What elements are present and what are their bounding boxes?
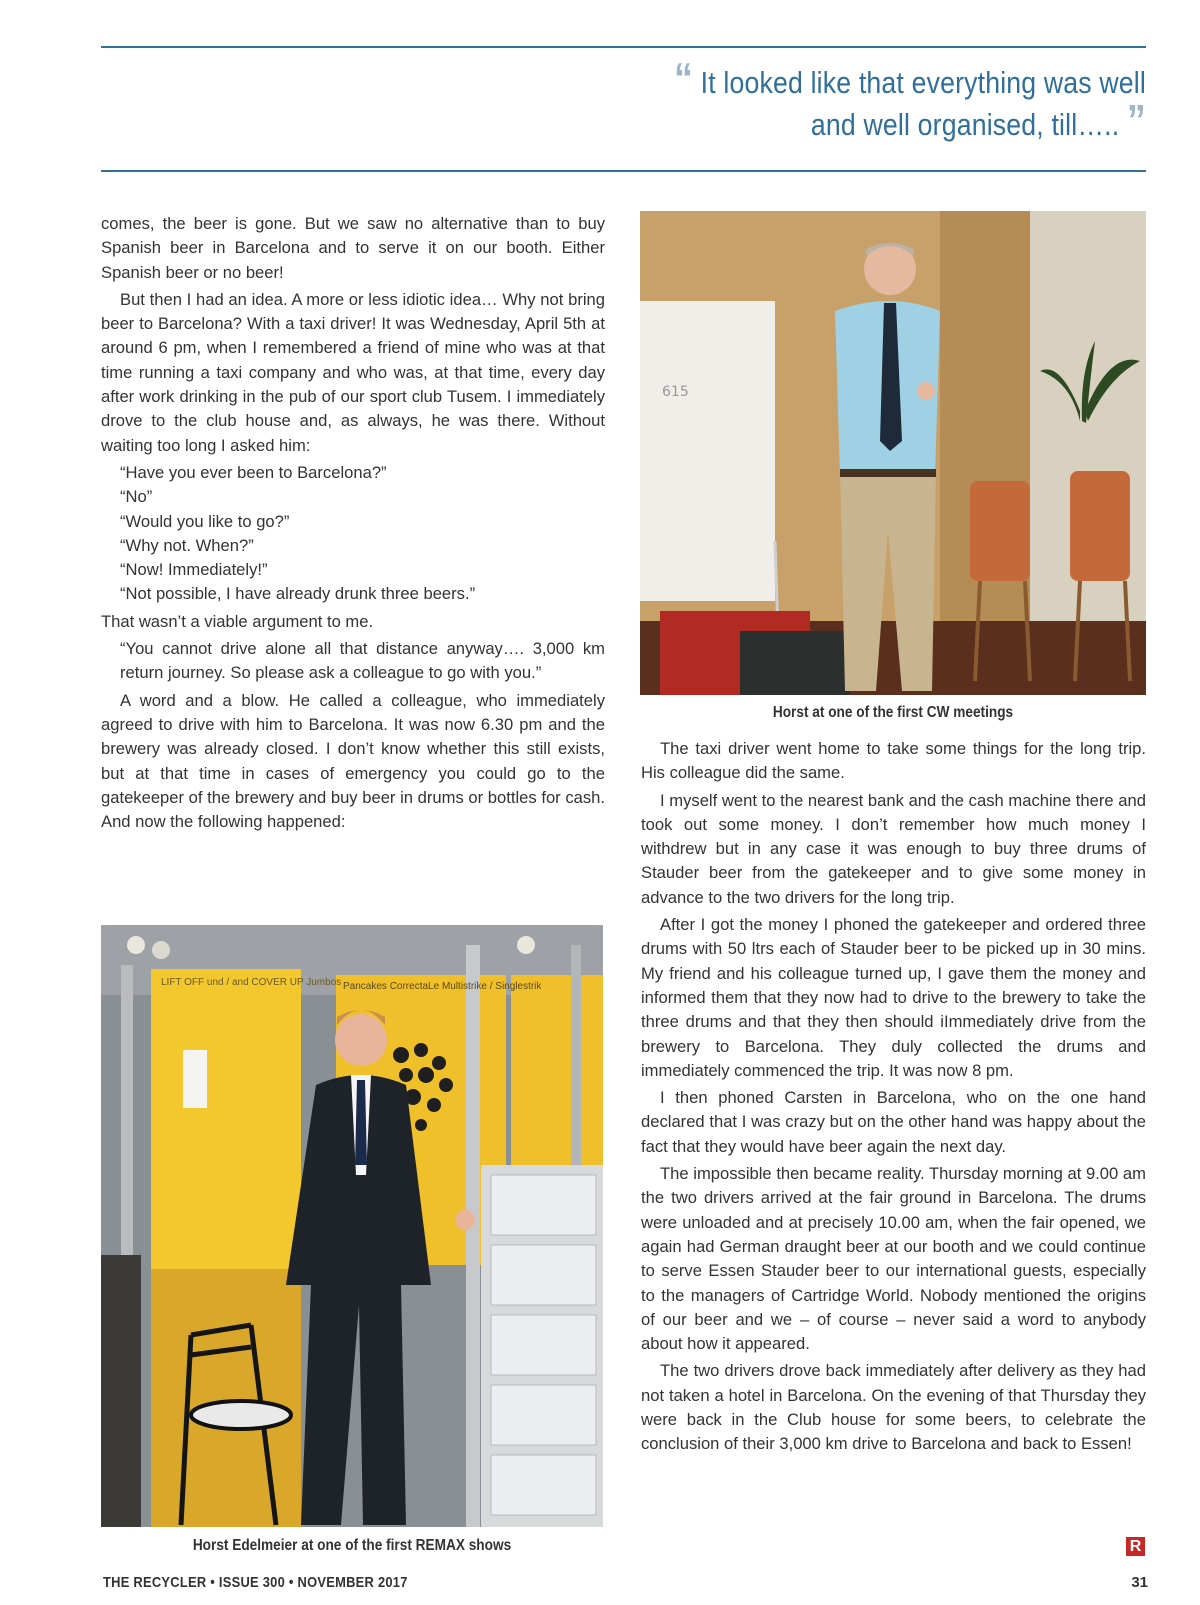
dialogue-line: “You cannot drive alone all that distance anyway…. 3,000 km return journey. So please ask a colleague to go with you.” (120, 639, 605, 683)
booth-sign-1: LIFT OFF und / and COVER UP Jumbos (161, 977, 342, 988)
pull-quote-line-2: and well organised, till….. ” (810, 96, 1146, 145)
open-quote-mark: “ (673, 54, 694, 103)
paragraph: But then I had an idea. A more or less idiotic idea… Why not bring beer to Barcelona? With a taxi driver! It was Wednesday, April 5th at around 6 pm, when I remembered a friend of mine who was at that time running a taxi company and who was, at that time, every day after work drinking in the pub of our sport club Tusem. I immediately drove to the club house and, as always, he was there. Without waiting too long I asked him: (101, 289, 605, 455)
page-number: 31 (1131, 1574, 1148, 1591)
paragraph: A word and a blow. He called a colleague, who immediately agreed to drive with him to Barcelona. It was now 6.30 pm and the brewery was already closed. I don’t know whether this still exists, but at that time in cases of emergency you could go to the gatekeeper of the brewery and buy beer in drums or bottles for cash. And now the following happened: (101, 690, 605, 832)
dialogue-line: “Now! Immediately!” (120, 560, 268, 580)
footer-publication: THE RECYCLER • ISSUE 300 • NOVEMBER 2017 (103, 1574, 408, 1591)
photo-caption-left: Horst Edelmeier at one of the first REMAX shows (192, 1537, 512, 1554)
paragraph: The impossible then became reality. Thursday morning at 9.00 am the two drivers arrived at the fair ground in Barcelona. The drums were unloaded and at precisely 10.00 am, when the fair opened, we again had German draught beer at our booth and we could continue to serve Essen Stauder beer to our international guests, especially to the managers of Cartridge World. Nobody mentioned the origins of our beer and we – of course – never said a word to anybody about how it appeared. (641, 1164, 1146, 1354)
pull-quote-line-1: “ It looked like that everything was well (673, 54, 1146, 103)
svg-text:615: 615 (662, 384, 689, 400)
left-column (101, 212, 605, 837)
dialogue-line: “No” (120, 487, 153, 507)
end-mark-icon: R (1126, 1537, 1145, 1556)
pull-quote-bottom-rule (101, 170, 1146, 172)
paragraph: I then phoned Carsten in Barcelona, who on the one hand declared that I was crazy but on the other hand was happy about the fact that they would have beer again the next day. (641, 1088, 1146, 1156)
paragraph: I myself went to the nearest bank and the cash machine there and took out some money. I don’t remember how much money I withdrew but in any case it was enough to buy three drums of Stauder beer from the gatekeeper and to give some money in advance to the two drivers for the long trip. (641, 790, 1146, 907)
paragraph: comes, the beer is gone. But we saw no alternative than to buy Spanish beer in Barcelona and to serve it on our booth. Either Spanish beer or no beer! (101, 214, 605, 282)
paragraph: The taxi driver went home to take some things for the long trip. His colleague did the same. (641, 739, 1146, 783)
right-column (641, 737, 1146, 1460)
paragraph: After I got the money I phoned the gatekeeper and ordered three drums with 50 ltrs each of Stauder beer to be picked up in 30 mins. My friend and his colleague turned up, I gave them the money and informed them that they now had to drive to the brewery to take the three drums and that they then should iImmediately drive from the brewery to Barcelona. They duly collected the drums and immediately commenced the trip. It was now 8 pm. (641, 915, 1146, 1080)
meeting-photo-illustration (640, 211, 1146, 695)
photo-caption-right: Horst at one of the first CW meetings (772, 704, 1014, 721)
dialogue-line: “Not possible, I have already drunk three beers.” (120, 584, 476, 604)
booth-sign-2: Pancakes CorrectaLe Multistrike / Singlestrik (343, 981, 542, 992)
booth-photo-illustration (101, 925, 603, 1527)
close-quote-mark: ” (1126, 96, 1146, 145)
dialogue-line: “Have you ever been to Barcelona?” (120, 462, 387, 482)
photo-remax-booth (101, 925, 603, 1527)
dialogue-line: “Why not. When?” (120, 535, 254, 555)
pull-quote (642, 54, 1146, 146)
top-rule (101, 46, 1146, 48)
photo-cw-meeting (640, 211, 1146, 695)
paragraph: That wasn’t a viable argument to me. (101, 611, 374, 631)
dialogue-line: “Would you like to go?” (120, 511, 290, 531)
paragraph: The two drivers drove back immediately after delivery as they had not taken a hotel in Barcelona. On the evening of that Thursday they were back in the Club house for some beers, to celebrate the conclusion of their 3,000 km drive to Barcelona and back to Essen! (641, 1361, 1146, 1454)
